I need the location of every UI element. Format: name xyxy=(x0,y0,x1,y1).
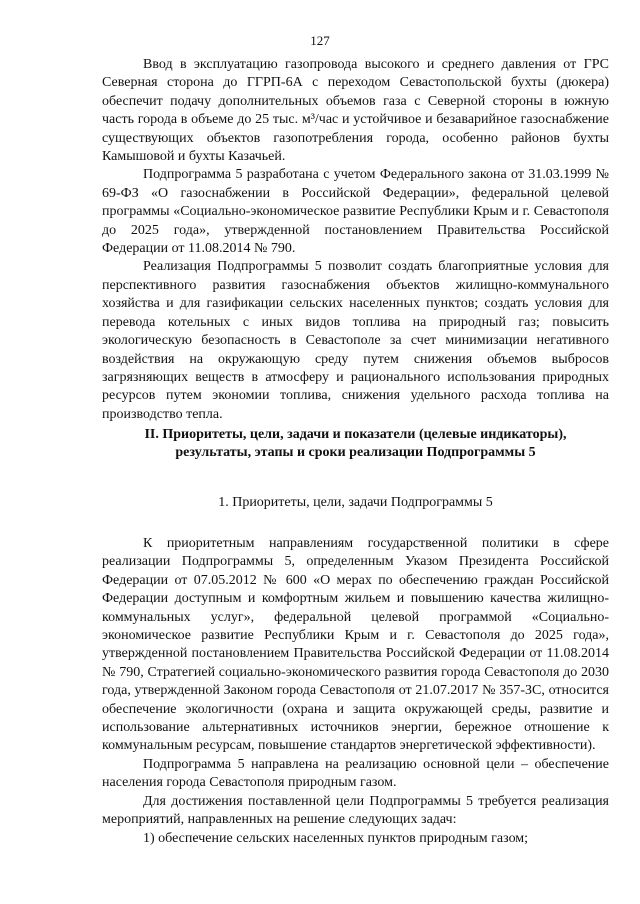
list-item-task-1: 1) обеспечение сельских населенных пунктов природным газом; xyxy=(143,830,529,846)
subsection-heading: 1. Приоритеты, цели, задачи Подпрограммы 5 xyxy=(218,495,493,510)
paragraph-main-goal: Подпрограмма 5 направлена на реализацию основной цели – обеспечение населения города Севастополя природным газом. xyxy=(102,756,609,791)
section-heading-line-2: результаты, этапы и сроки реализации Подпрограммы 5 xyxy=(175,445,536,461)
priorities-text-block xyxy=(102,535,609,848)
section-heading xyxy=(102,426,609,463)
paragraph-pipeline-commissioning: Ввод в эксплуатацию газопровода высокого и среднего давления от ГРС Северная сторона до ГГРП-6А с переходом Севастопольской бухты (дюкера) обеспечит подачу дополнительных объемов газа с Северной стороны в южную часть города в объеме до 25 тыс. м³/час и устойчивое и безаварийное газоснабжение существующих объектов газопотребления города, особенно районов бухты Камышовой и бухты Казачьей. xyxy=(102,57,609,165)
page-number: 127 xyxy=(310,33,330,48)
paragraph-expected-results: Реализация Подпрограммы 5 позволит создать благоприятные условия для перспективного развития газоснабжения объектов жилищно-коммунального хозяйства и для газификации сельских населенных пунктов; создать условия для перевода котельных с иных видов топлива на природный газ; повысить экологическую безопасность в Севастополе за счет минимизации негативного воздействия на окружающую среду путем снижения объемов выбросов загрязняющих веществ в атмосферу и рационального использования природных ресурсов путем экономии топлива, снижения удельного расхода топлива на производство тепла. xyxy=(102,259,609,422)
paragraph-priority-directions: К приоритетным направлениям государственной политики в сфере реализации Подпрограммы 5, определенным Указом Президента Российской Федерации от 07.05.2012 № 600 «О мерах по обеспечению граждан Российской Федерации доступным и комфортным жильем и повышению качества жилищно-коммунальных услуг», федеральной целевой программой «Социально-экономическое развитие Республики Крым и г. Севастополя до 2025 года», утвержденной постановлением Правительства Российской Федерации от 11.08.2014 № 790, Стратегией социально-экономического развития города Севастополя до 2030 года, утвержденной Законом города Севастополя от 21.07.2017 № 357-ЗС, относится обеспечение экологичности (охрана и защита окружающей среды, развитие и использование альтернативных источников энергии, бережное отношение к коммунальным ресурсам, повышение стандартов энергетической эффективности). xyxy=(102,536,609,754)
section-heading-line-1: II. Приоритеты, цели, задачи и показатели (целевые индикаторы), xyxy=(144,427,567,442)
paragraph-tasks-intro: Для достижения поставленной цели Подпрограммы 5 требуется реализация мероприятий, направленных на решение следующих задач: xyxy=(102,793,609,828)
paragraph-legal-basis: Подпрограмма 5 разработана с учетом Федерального закона от 31.03.1999 № 69-ФЗ «О газоснабжении в Российской Федерации», федеральной целевой программы «Социально-экономическое развитие Республики Крым и г. Севастополя до 2025 года», утвержденной постановлением Правительства Российской Федерации от 11.08.2014 № 790. xyxy=(102,167,609,257)
intro-text-block xyxy=(102,56,609,424)
